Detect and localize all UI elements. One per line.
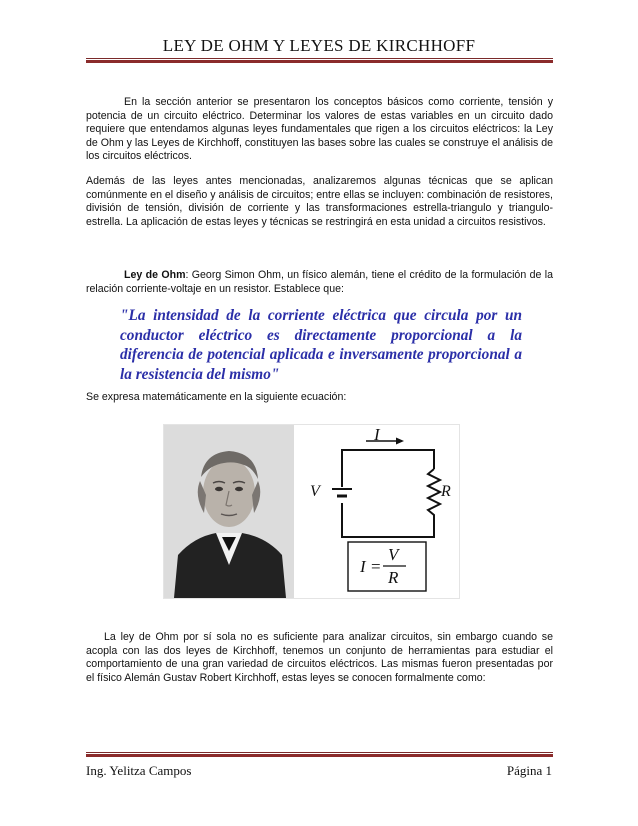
header-rule (86, 58, 553, 59)
ohm-law-label: Ley de Ohm (124, 269, 186, 281)
ohm-law-quote: "La intensidad de la corriente eléctrica que circula por un conductor eléctrico es directamente proporcional a la diferencia de potencial aplicada e inversamente proporcional a la resistencia del mismo" (120, 307, 522, 383)
voltage-label: V (310, 483, 320, 500)
ohm-figure (164, 425, 459, 598)
kirchhoff-paragraph: La ley de Ohm por sí sola no es suficiente para analizar circuitos, sin embargo cuando se acopla con las dos leyes de Kirchhoff, tenemos un conjunto de herramientas para estudiar el comportamiento de una gran variedad de circuitos eléctricos. Las mismas fueron presentadas por el físico Alemán Gustav Robert Kirchhoff, estas leyes se conocen formalmente como: (86, 631, 553, 684)
footer-author: Ing. Yelitza Campos (86, 763, 192, 778)
footer-rule-thick (86, 754, 553, 757)
formula-numerator: V (388, 545, 399, 564)
formula-current: I (360, 557, 366, 576)
ohm-portrait-drawing (164, 425, 294, 598)
resistance-label: R (441, 483, 451, 500)
footer-page-number: Página 1 (506, 763, 552, 778)
page-header-title: LEY DE OHM Y LEYES DE KIRCHHOFF (162, 36, 476, 55)
ohm-portrait (164, 425, 294, 598)
footer-rule (86, 752, 553, 753)
current-label: I (374, 425, 380, 444)
ohm-law-paragraph (86, 269, 553, 296)
ohm-law-text: : Georg Simon Ohm, un físico alemán, tiene el crédito de la formulación de la relación corriente-voltaje en un resistor. Establece que: (86, 269, 553, 295)
formula-equals: = (371, 557, 381, 576)
header-rule-thick (86, 60, 553, 63)
intro-paragraph: En la sección anterior se presentaron los conceptos básicos como corriente, tensión y potencia de un circuito eléctrico. Determinar los valores de estas variables en un circuito dado requiere que entendamos algunas leyes fundamentales que rigen a los circuitos eléctricos: la Ley de Ohm y las Leyes de Kirchhoff, constituyen las bases sobre las cuales se construye el análisis de los circuitos eléctricos. (86, 96, 553, 163)
equation-intro: Se expresa matemáticamente en la siguiente ecuación: (86, 391, 347, 403)
techniques-paragraph: Además de las leyes antes mencionadas, analizaremos algunas técnicas que se aplican comúnmente en el diseño y análisis de circuitos; entre ellas se incluyen: combinación de resistores, división de tensión, división de corriente y las transformaciones estrella-triangulo y triangulo-estrella. La aplicación de estas leyes y técnicas se restringirá en esta unidad a circuitos resistivos. (86, 175, 553, 228)
formula-denominator: R (388, 568, 399, 587)
